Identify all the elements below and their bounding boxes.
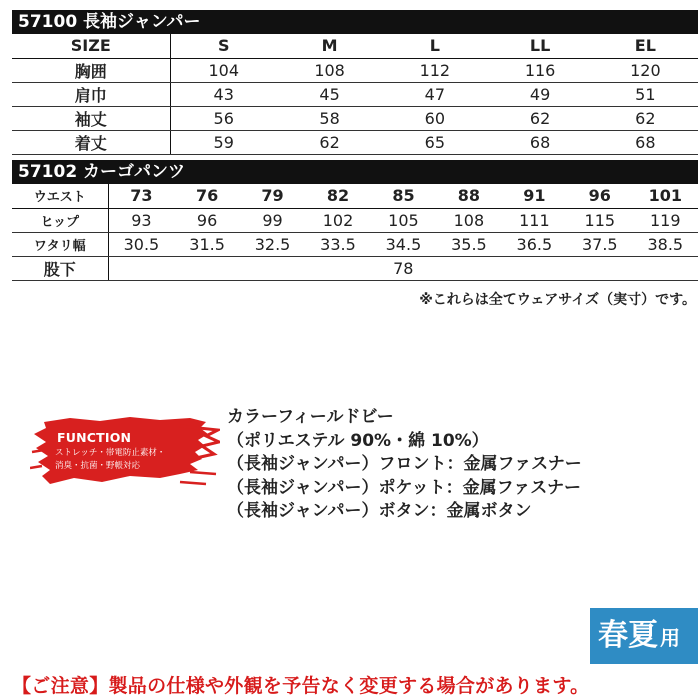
season-suffix: 用 [660,626,680,650]
table-row [12,58,698,82]
table-cell: 104 [170,58,277,82]
table-cell: 62 [277,130,382,154]
table-row [12,130,698,154]
spec-list [227,406,582,524]
size-header: L [382,34,487,58]
pants-size-table [12,184,698,281]
size-header: 82 [305,184,370,208]
spec-line: カラーフィールドビー [227,407,394,427]
table-cell: 116 [487,58,592,82]
pants-title-bar: 57102 カーゴパンツ [12,160,698,184]
table-cell: 62 [593,106,698,130]
size-header: 76 [174,184,239,208]
size-header: 85 [371,184,436,208]
table-cell: 62 [487,106,592,130]
table-row [12,256,698,280]
size-header: 79 [240,184,305,208]
spec-line: （長袖ジャンパー）ボタン：金属ボタン [227,501,532,521]
table-cell: 58 [277,106,382,130]
size-header: M [277,34,382,58]
header-label: ウエスト [12,184,108,208]
size-header: 101 [633,184,698,208]
row-label: 胸囲 [12,58,170,82]
table-cell: 60 [382,106,487,130]
table-cell: 65 [382,130,487,154]
table-cell: 56 [170,106,277,130]
size-note: ※これらは全てウェアサイズ（実寸）です。 [419,292,696,308]
table-cell: 37.5 [567,232,632,256]
table-cell: 38.5 [633,232,698,256]
table-cell: 49 [487,82,592,106]
function-description: ストレッチ・帯電防止素材・ 消臭・抗菌・野帳対応 [55,448,166,471]
function-title: FUNCTION [57,430,132,445]
season-badge [590,608,698,664]
table-cell: 33.5 [305,232,370,256]
size-header: S [170,34,277,58]
table-cell: 111 [502,208,567,232]
table-header-row [12,34,698,58]
row-label: 袖丈 [12,106,170,130]
table-cell: 102 [305,208,370,232]
table-cell: 32.5 [240,232,305,256]
table-cell: 59 [170,130,277,154]
size-header: LL [487,34,592,58]
row-label: 肩巾 [12,82,170,106]
table-cell: 68 [593,130,698,154]
jacket-title-bar: 57100 長袖ジャンパー [12,10,698,34]
row-label: 着丈 [12,130,170,154]
size-header: 91 [502,184,567,208]
table-cell: 115 [567,208,632,232]
table-cell: 36.5 [502,232,567,256]
table-cell: 96 [174,208,239,232]
table-cell: 108 [436,208,501,232]
table-cell: 43 [170,82,277,106]
table-cell: 99 [240,208,305,232]
table-cell: 105 [371,208,436,232]
table-cell: 30.5 [108,232,174,256]
inseam-value: 78 [108,256,698,280]
table-cell: 47 [382,82,487,106]
function-badge [30,412,220,490]
jacket-size-table [12,34,698,155]
spec-line: （ポリエステル 90%・綿 10%） [227,430,489,451]
size-header: 88 [436,184,501,208]
table-cell: 68 [487,130,592,154]
table-row [12,208,698,232]
table-cell: 34.5 [371,232,436,256]
table-header-row [12,184,698,208]
size-header: EL [593,34,698,58]
season-label: 春夏 [598,618,658,653]
table-cell: 51 [593,82,698,106]
row-label: 股下 [12,256,108,280]
table-cell: 35.5 [436,232,501,256]
table-cell: 45 [277,82,382,106]
caution-text: 【ご注意】製品の仕様や外観を予告なく変更する場合があります。 [12,675,590,697]
header-label: SIZE [12,34,170,58]
table-cell: 108 [277,58,382,82]
table-row [12,82,698,106]
table-cell: 112 [382,58,487,82]
row-label: ワタリ幅 [12,232,108,256]
table-row [12,232,698,256]
row-label: ヒップ [12,208,108,232]
spec-line: （長袖ジャンパー）フロント：金属ファスナー [227,454,582,474]
table-cell: 119 [633,208,698,232]
table-row [12,106,698,130]
size-header: 96 [567,184,632,208]
table-cell: 120 [593,58,698,82]
table-cell: 31.5 [174,232,239,256]
spec-line: （長袖ジャンパー）ポケット：金属ファスナー [227,477,581,498]
table-cell: 93 [108,208,174,232]
size-header: 73 [108,184,174,208]
